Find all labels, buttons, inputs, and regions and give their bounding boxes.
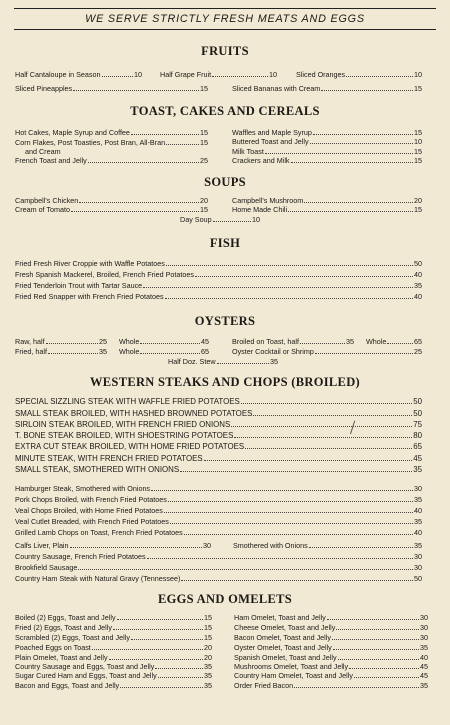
menu-item-name: Poached Eggs on Toast (15, 643, 91, 652)
menu-item-name: Cheese Omelet, Toast and Jelly (234, 623, 336, 632)
eggs-menu-item (15, 623, 212, 632)
eggs-menu-item (15, 633, 212, 642)
menu-item-price: 50 (413, 409, 422, 418)
dot-leader (164, 512, 413, 513)
toast-menu-item (15, 128, 208, 137)
fruits-menu-item (15, 84, 208, 93)
dot-leader (241, 403, 412, 404)
menu-item-name: Campbell's Chicken (15, 196, 79, 205)
dot-leader (131, 134, 199, 135)
menu-item-price: 10 (414, 70, 422, 79)
menu-item-price: 35 (99, 347, 107, 356)
menu-item-name: Fried Red Snapper with French Fried Potatoes (15, 292, 164, 301)
menu-item-name: Hot Cakes, Maple Syrup and Coffee (15, 128, 130, 137)
soups-menu-item (232, 205, 422, 214)
chops-menu-item (233, 541, 422, 550)
fish-menu-item (15, 292, 422, 301)
menu-item-name: Sliced Bananas with Cream (232, 84, 321, 93)
menu-item-price: 50 (414, 574, 422, 583)
menu-item-price: 75 (413, 420, 422, 429)
toast-menu-item (232, 156, 422, 165)
menu-item-name: Cream of Tomato (15, 205, 70, 214)
menu-item-name: Country Sausage and Eggs, Toast and Jelly (15, 662, 155, 671)
menu-item-name: T. BONE STEAK BROILED, WITH SHOESTRING POTATOES (15, 431, 234, 440)
menu-item-price: 40 (414, 292, 422, 301)
menu-item-price: 80 (413, 431, 422, 440)
menu-item-name: MINUTE STEAK, WITH FRENCH FRIED POTATOES (15, 454, 203, 463)
eggs-menu-item (234, 613, 428, 622)
eggs-menu-item (234, 643, 428, 652)
menu-item-name: Whole (119, 337, 140, 346)
menu-header: WE SERVE STRICTLY FRESH MEATS AND EGGS (14, 8, 436, 30)
menu-item-name: Crackers and Milk (232, 156, 290, 165)
section-title-steaks: WESTERN STEAKS AND CHOPS (BROILED) (90, 375, 360, 389)
menu-item-price: 15 (414, 84, 422, 93)
menu-item-name: Fried Tenderloin Trout with Tartar Sauce (15, 281, 143, 290)
steaks-menu-item (15, 397, 422, 407)
dot-leader (102, 76, 133, 77)
menu-item-name: Oyster Cocktail or Shrimp (232, 347, 314, 356)
menu-item-price: 15 (204, 623, 212, 632)
eggs-menu-item (15, 681, 212, 690)
eggs-menu-item (234, 662, 428, 671)
chops-menu-item (15, 484, 422, 493)
fruits-menu-item (296, 70, 422, 79)
dot-leader (73, 90, 199, 91)
dot-leader (92, 649, 203, 650)
menu-item-price: 20 (204, 653, 212, 662)
menu-item-name: Whole (366, 337, 387, 346)
menu-item-price: 65 (414, 337, 422, 346)
menu-item-price: 15 (200, 205, 208, 214)
dot-leader (120, 687, 203, 688)
menu-item-price: 15 (200, 138, 208, 147)
menu-item-name: Scrambled (2) Eggs, Toast and Jelly (15, 633, 130, 642)
dot-leader (184, 534, 413, 535)
menu-item-name: Brookfield Sausage (15, 563, 78, 572)
dot-leader (140, 343, 200, 344)
steaks-menu-item (15, 420, 422, 430)
menu-item-name: Fresh Spanish Mackerel, Broiled, French Fried Potatoes (15, 270, 194, 279)
menu-item-price: 15 (204, 633, 212, 642)
menu-item-name: Boiled (2) Eggs, Toast and Jelly (15, 613, 116, 622)
menu-item-name: Buttered Toast and Jelly (232, 137, 309, 146)
menu-item-price: 40 (414, 528, 422, 537)
menu-item-price: 50 (414, 259, 422, 268)
menu-item-price: 40 (414, 270, 422, 279)
dot-leader (117, 619, 203, 620)
menu-item-price: 45 (413, 454, 422, 463)
eggs-menu-item (15, 613, 212, 622)
dot-leader (147, 558, 413, 559)
menu-item-name: SMALL STEAK, SMOTHERED WITH ONIONS (15, 465, 180, 474)
menu-item-name: Country Ham Steak with Natural Gravy (Tennessee) (15, 574, 181, 583)
toast-menu-item (232, 137, 422, 146)
dot-leader (217, 363, 269, 364)
menu-item-price: 35 (420, 681, 428, 690)
dot-leader (387, 343, 413, 344)
toast-menu-item (15, 138, 208, 147)
eggs-menu-item (234, 653, 428, 662)
dot-leader (109, 659, 203, 660)
menu-item-name: Fried (2) Eggs, Toast and Jelly (15, 623, 112, 632)
dot-leader (338, 659, 419, 660)
dot-leader (304, 202, 413, 203)
dot-leader (294, 687, 419, 688)
menu-item-price: 35 (413, 465, 422, 474)
fruits-menu-item (160, 70, 277, 79)
dot-leader (166, 265, 413, 266)
eggs-menu-item (15, 671, 212, 680)
toast-menu-item (232, 147, 422, 156)
chops-menu-item (15, 495, 422, 504)
steaks-menu-item (15, 454, 422, 464)
menu-item-name: Half Doz. Stew (168, 357, 216, 366)
dot-leader (180, 471, 412, 472)
menu-item-name: Bacon Omelet, Toast and Jelly (234, 633, 331, 642)
section-title-oysters: OYSTERS (194, 314, 256, 328)
oysters-menu-item (232, 347, 422, 356)
section-title-eggs: EGGS AND OMELETS (158, 592, 292, 606)
menu-item-name: Whole (119, 347, 140, 356)
menu-item-name: Sugar Cured Ham and Eggs, Toast and Jelly (15, 671, 157, 680)
menu-item-name: Calfs Liver, Plain (15, 541, 69, 550)
oysters-menu-item (15, 337, 107, 346)
steaks-menu-item (15, 431, 422, 441)
menu-item-name: Day Soup (180, 215, 212, 224)
dot-leader (212, 76, 268, 77)
soups-menu-item (15, 196, 208, 205)
menu-item-name: Country Sausage, French Fried Potatoes (15, 552, 146, 561)
menu-item-price: 30 (414, 484, 422, 493)
eggs-menu-item (234, 623, 428, 632)
menu-item-price: 20 (200, 196, 208, 205)
oysters-menu-item (232, 337, 354, 346)
menu-item-name: Fried, half (15, 347, 47, 356)
menu-item-price: 30 (203, 541, 211, 550)
dot-leader (309, 547, 413, 548)
dot-leader (333, 649, 419, 650)
eggs-menu-item (234, 681, 428, 690)
dot-leader (288, 211, 413, 212)
menu-item-price: 20 (204, 643, 212, 652)
menu-item-price: 45 (201, 337, 209, 346)
menu-item-name: Smothered with Onions (233, 541, 308, 550)
dot-leader (131, 639, 203, 640)
menu-item-price: 10 (134, 70, 142, 79)
menu-item-price: 30 (414, 563, 422, 572)
menu-item-price: 35 (414, 281, 422, 290)
menu-item-price: 35 (204, 671, 212, 680)
fish-menu-item (15, 270, 422, 279)
dot-leader (113, 629, 203, 630)
menu-item-name: Plain Omelet, Toast and Jelly (15, 653, 108, 662)
dot-leader (170, 523, 413, 524)
menu-item-name: and Cream (25, 147, 61, 156)
menu-item-price: 10 (269, 70, 277, 79)
menu-item-name: Raw, half (15, 337, 45, 346)
menu-item-price: 30 (414, 552, 422, 561)
dot-leader (253, 415, 412, 416)
dot-leader (195, 276, 413, 277)
dot-leader (265, 153, 413, 154)
dot-leader (231, 426, 412, 427)
menu-item-name: SPECIAL SIZZLING STEAK WITH WAFFLE FRIED POTATOES (15, 397, 240, 406)
chops-menu-item (15, 528, 422, 537)
menu-item-name: Country Ham Omelet, Toast and Jelly (234, 671, 353, 680)
dot-leader (346, 76, 413, 77)
toast-menu-item (232, 128, 422, 137)
dot-leader (165, 298, 413, 299)
menu-item-price: 35 (270, 357, 278, 366)
dot-leader (234, 437, 412, 438)
menu-item-price: 30 (420, 613, 428, 622)
menu-item-name: Grilled Lamb Chops on Toast, French Fried Potatoes (15, 528, 183, 537)
menu-item-price: 25 (414, 347, 422, 356)
fish-menu-item (15, 281, 422, 290)
dot-leader (354, 677, 419, 678)
menu-item-name: Spanish Omelet, Toast and Jelly (234, 653, 337, 662)
menu-item-price: 15 (200, 84, 208, 93)
dot-leader (46, 343, 98, 344)
dot-leader (71, 211, 199, 212)
menu-item-price: 35 (414, 495, 422, 504)
dot-leader (79, 202, 199, 203)
dot-leader (313, 134, 413, 135)
menu-item-price: 50 (413, 397, 422, 406)
menu-item-price: 35 (204, 681, 212, 690)
chops-menu-item (15, 574, 422, 583)
toast-menu-item (25, 147, 61, 156)
menu-item-name: Veal Chops Broiled, with Home Fried Potatoes (15, 506, 163, 515)
eggs-menu-item (15, 653, 212, 662)
dot-leader (349, 668, 419, 669)
menu-item-name: Campbell's Mushroom (232, 196, 304, 205)
oysters-menu-item (168, 357, 278, 366)
menu-item-price: 15 (414, 156, 422, 165)
menu-item-price: 20 (414, 196, 422, 205)
dot-leader (48, 353, 98, 354)
menu-item-price: 40 (420, 653, 428, 662)
dot-leader (78, 569, 413, 570)
dot-leader (300, 343, 345, 344)
dot-leader (332, 639, 419, 640)
menu-item-price: 35 (204, 662, 212, 671)
menu-item-name: Corn Flakes, Post Toasties, Post Bran, All-Bran (15, 138, 166, 147)
menu-item-name: French Toast and Jelly (15, 156, 87, 165)
menu-item-name: Milk Toast (232, 147, 264, 156)
section-title-soups: SOUPS (204, 175, 246, 189)
dot-leader (143, 287, 413, 288)
dot-leader (245, 448, 412, 449)
menu-item-name: Hamburger Steak, Smothered with Onions (15, 484, 151, 493)
dot-leader (315, 353, 413, 354)
menu-item-price: 40 (414, 506, 422, 515)
menu-item-price: 30 (420, 623, 428, 632)
menu-item-name: Sliced Oranges (296, 70, 346, 79)
menu-item-price: 15 (414, 128, 422, 137)
dot-leader (88, 162, 199, 163)
chops-menu-item (15, 552, 422, 561)
menu-item-name: Order Fried Bacon (234, 681, 294, 690)
dot-leader (158, 677, 203, 678)
menu-item-name: EXTRA CUT STEAK BROILED, WITH HOME FRIED POTATOES (15, 442, 245, 451)
menu-item-price: 35 (420, 643, 428, 652)
steaks-menu-item (15, 442, 422, 452)
dot-leader (321, 90, 413, 91)
dot-leader (336, 629, 419, 630)
oysters-menu-item (15, 347, 107, 356)
soups-menu-item (232, 196, 422, 205)
menu-item-price: 15 (200, 128, 208, 137)
steaks-menu-item (15, 409, 422, 419)
oysters-menu-item (119, 337, 209, 346)
menu-item-price: 35 (414, 517, 422, 526)
fruits-menu-item (232, 84, 422, 93)
oysters-menu-item (366, 337, 422, 346)
dot-leader (168, 501, 413, 502)
menu-item-price: 65 (201, 347, 209, 356)
menu-item-name: Veal Cutlet Breaded, with French Fried Potatoes (15, 517, 169, 526)
menu-item-price: 15 (204, 613, 212, 622)
menu-item-price: 10 (414, 137, 422, 146)
fish-menu-item (15, 259, 422, 268)
toast-menu-item (15, 156, 208, 165)
eggs-menu-item (234, 671, 428, 680)
eggs-menu-item (15, 643, 212, 652)
eggs-menu-item (234, 633, 428, 642)
dot-leader (151, 490, 413, 491)
menu-item-name: SMALL STEAK BROILED, WITH HASHED BROWNED POTATOES (15, 409, 253, 418)
menu-item-name: Bacon and Eggs, Toast and Jelly (15, 681, 120, 690)
menu-item-price: 45 (420, 662, 428, 671)
section-title-fish: FISH (209, 236, 241, 250)
dot-leader (181, 580, 413, 581)
menu-item-price: 45 (420, 671, 428, 680)
menu-item-price: 35 (346, 337, 354, 346)
menu-item-name: Broiled on Toast, half (232, 337, 299, 346)
dot-leader (213, 221, 251, 222)
menu-item-price: 15 (414, 147, 422, 156)
menu-item-name: Sliced Pineapples (15, 84, 73, 93)
menu-item-name: Home Made Chili (232, 205, 288, 214)
menu-item-price: 65 (413, 442, 422, 451)
fruits-menu-item (15, 70, 142, 79)
dot-leader (166, 144, 199, 145)
dot-leader (327, 619, 419, 620)
chops-menu-item (15, 506, 422, 515)
menu-item-name: Oyster Omelet, Toast and Jelly (234, 643, 332, 652)
dot-leader (310, 143, 413, 144)
dot-leader (291, 162, 413, 163)
menu-item-price: 35 (414, 541, 422, 550)
chops-menu-item (15, 563, 422, 572)
steaks-menu-item (15, 465, 422, 475)
menu-item-name: Ham Omelet, Toast and Jelly (234, 613, 326, 622)
menu-item-name: Half Grape Fruit (160, 70, 212, 79)
soups-menu-item (15, 205, 208, 214)
menu-item-price: 15 (414, 205, 422, 214)
menu-item-price: 25 (99, 337, 107, 346)
menu-item-price: 10 (252, 215, 260, 224)
chops-menu-item (15, 541, 211, 550)
chops-menu-item (15, 517, 422, 526)
soups-menu-item (180, 215, 260, 224)
dot-leader (204, 460, 413, 461)
menu-item-price: 30 (420, 633, 428, 642)
menu-item-name: Half Cantaloupe in Season (15, 70, 101, 79)
menu-item-name: SIRLOIN STEAK BROILED, WITH FRENCH FRIED ONIONS (15, 420, 231, 429)
section-title-toast: TOAST, CAKES AND CEREALS (130, 104, 320, 118)
dot-leader (155, 668, 203, 669)
menu-item-name: Waffles and Maple Syrup (232, 128, 312, 137)
oysters-menu-item (119, 347, 209, 356)
menu-item-name: Pork Chops Broiled, with French Fried Potatoes (15, 495, 167, 504)
eggs-menu-item (15, 662, 212, 671)
menu-item-name: Fried Fresh River Croppie with Waffle Potatoes (15, 259, 165, 268)
section-title-fruits: FRUITS (201, 44, 249, 58)
menu-item-name: Mushrooms Omelet, Toast and Jelly (234, 662, 349, 671)
menu-item-price: 25 (200, 156, 208, 165)
dot-leader (70, 547, 202, 548)
dot-leader (140, 353, 200, 354)
